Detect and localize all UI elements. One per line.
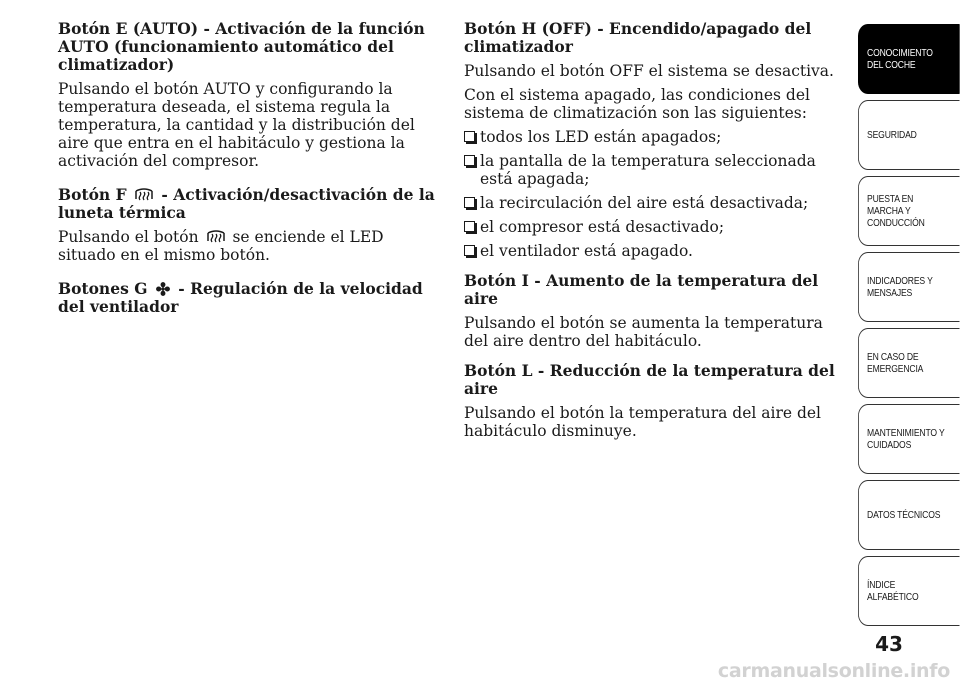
tab-seguridad[interactable] bbox=[858, 100, 960, 170]
heading-button-g-prefix: Botones G bbox=[58, 279, 148, 298]
section-button-g bbox=[58, 280, 436, 316]
tab-label: ÍNDICE ALFABÉTICO bbox=[867, 579, 919, 603]
tab-indicadores[interactable] bbox=[858, 252, 960, 322]
checkbox-bullet-icon bbox=[464, 155, 475, 166]
list-item bbox=[464, 194, 840, 212]
list-item-text: el ventilador está apagado. bbox=[480, 242, 693, 260]
section-button-i bbox=[464, 272, 840, 350]
heading-button-h: Botón H (OFF) - Encendido/apagado del climatizador bbox=[464, 19, 812, 56]
heading-button-i: Botón I - Aumento de la temperatura del aire bbox=[464, 271, 819, 308]
list-item-text: la pantalla de la temperatura seleccionada está apagada; bbox=[480, 152, 816, 188]
tab-label: CONOCIMIENTO DEL COCHE bbox=[867, 47, 933, 71]
list-item-text: el compresor está desactivado; bbox=[480, 218, 725, 236]
checkbox-bullet-icon bbox=[464, 221, 475, 232]
list-item bbox=[464, 242, 840, 260]
body-button-f-suffix: se enciende el LED situado en el mismo botón. bbox=[58, 228, 384, 264]
rear-window-defrost-icon bbox=[206, 229, 226, 245]
tab-label: PUESTA EN MARCHA Y CONDUCCIÓN bbox=[867, 193, 925, 229]
body-button-h-2: Con el sistema apagado, las condiciones del sistema de climatización son las siguientes: bbox=[464, 86, 810, 122]
heading-button-l: Botón L - Reducción de la temperatura del aire bbox=[464, 361, 835, 398]
heading-button-f-suffix: - Activación/desactivación de la luneta térmica bbox=[58, 185, 435, 222]
checkbox-bullet-icon bbox=[464, 197, 475, 208]
fan-icon bbox=[155, 281, 171, 297]
tab-label: INDICADORES Y MENSAJES bbox=[867, 275, 933, 299]
tab-indice-alfabetico[interactable] bbox=[858, 556, 960, 626]
body-button-f-prefix: Pulsando el botón bbox=[58, 228, 199, 246]
tab-datos-tecnicos[interactable] bbox=[858, 480, 960, 550]
list-item bbox=[464, 128, 840, 146]
section-button-f bbox=[58, 186, 436, 264]
body-button-e: Pulsando el botón AUTO y configurando la temperatura deseada, el sistema regula la temperatura, la cantidad y la distribución del aire que entra en el habitáculo y gestiona la activación del compresor. bbox=[58, 80, 415, 170]
watermark: carmanualsonline.info bbox=[717, 660, 950, 682]
tab-label: EN CASO DE EMERGENCIA bbox=[867, 351, 924, 375]
tab-conocimiento-del-coche[interactable] bbox=[858, 24, 960, 94]
heading-button-g bbox=[58, 280, 436, 316]
off-conditions-list bbox=[464, 128, 840, 260]
list-item-text: todos los LED están apagados; bbox=[480, 128, 722, 146]
list-item bbox=[464, 218, 840, 236]
heading-button-f bbox=[58, 186, 436, 222]
body-button-i: Pulsando el botón se aumenta la temperatura del aire dentro del habitáculo. bbox=[464, 314, 823, 350]
tab-label: MANTENIMIENTO Y CUIDADOS bbox=[867, 427, 945, 451]
list-item-text: la recirculación del aire está desactivada; bbox=[480, 194, 809, 212]
tab-label: SEGURIDAD bbox=[867, 129, 917, 141]
checkbox-bullet-icon bbox=[464, 131, 475, 142]
section-button-h bbox=[464, 20, 840, 260]
tab-emergencia[interactable] bbox=[858, 328, 960, 398]
checkbox-bullet-icon bbox=[464, 245, 475, 256]
tab-puesta-en-marcha[interactable] bbox=[858, 176, 960, 246]
tab-mantenimiento[interactable] bbox=[858, 404, 960, 474]
section-button-l bbox=[464, 362, 840, 440]
heading-button-g-suffix: - Regulación de la velocidad del ventilador bbox=[58, 279, 423, 316]
list-item bbox=[464, 152, 840, 188]
heading-button-f-prefix: Botón F bbox=[58, 185, 127, 204]
body-button-l: Pulsando el botón la temperatura del aire del habitáculo disminuye. bbox=[464, 404, 822, 440]
left-column bbox=[58, 20, 436, 332]
heading-button-e: Botón E (AUTO) - Activación de la función AUTO (funcionamiento automático del climatizador) bbox=[58, 19, 425, 74]
tab-label: DATOS TÉCNICOS bbox=[867, 509, 941, 521]
chapter-tabs bbox=[858, 24, 960, 632]
right-column bbox=[464, 20, 840, 452]
rear-window-defrost-icon bbox=[134, 187, 154, 203]
body-button-f bbox=[58, 228, 436, 264]
section-button-e bbox=[58, 20, 436, 170]
body-button-h-1: Pulsando el botón OFF el sistema se desactiva. bbox=[464, 62, 834, 80]
page-number: 43 bbox=[875, 632, 903, 656]
